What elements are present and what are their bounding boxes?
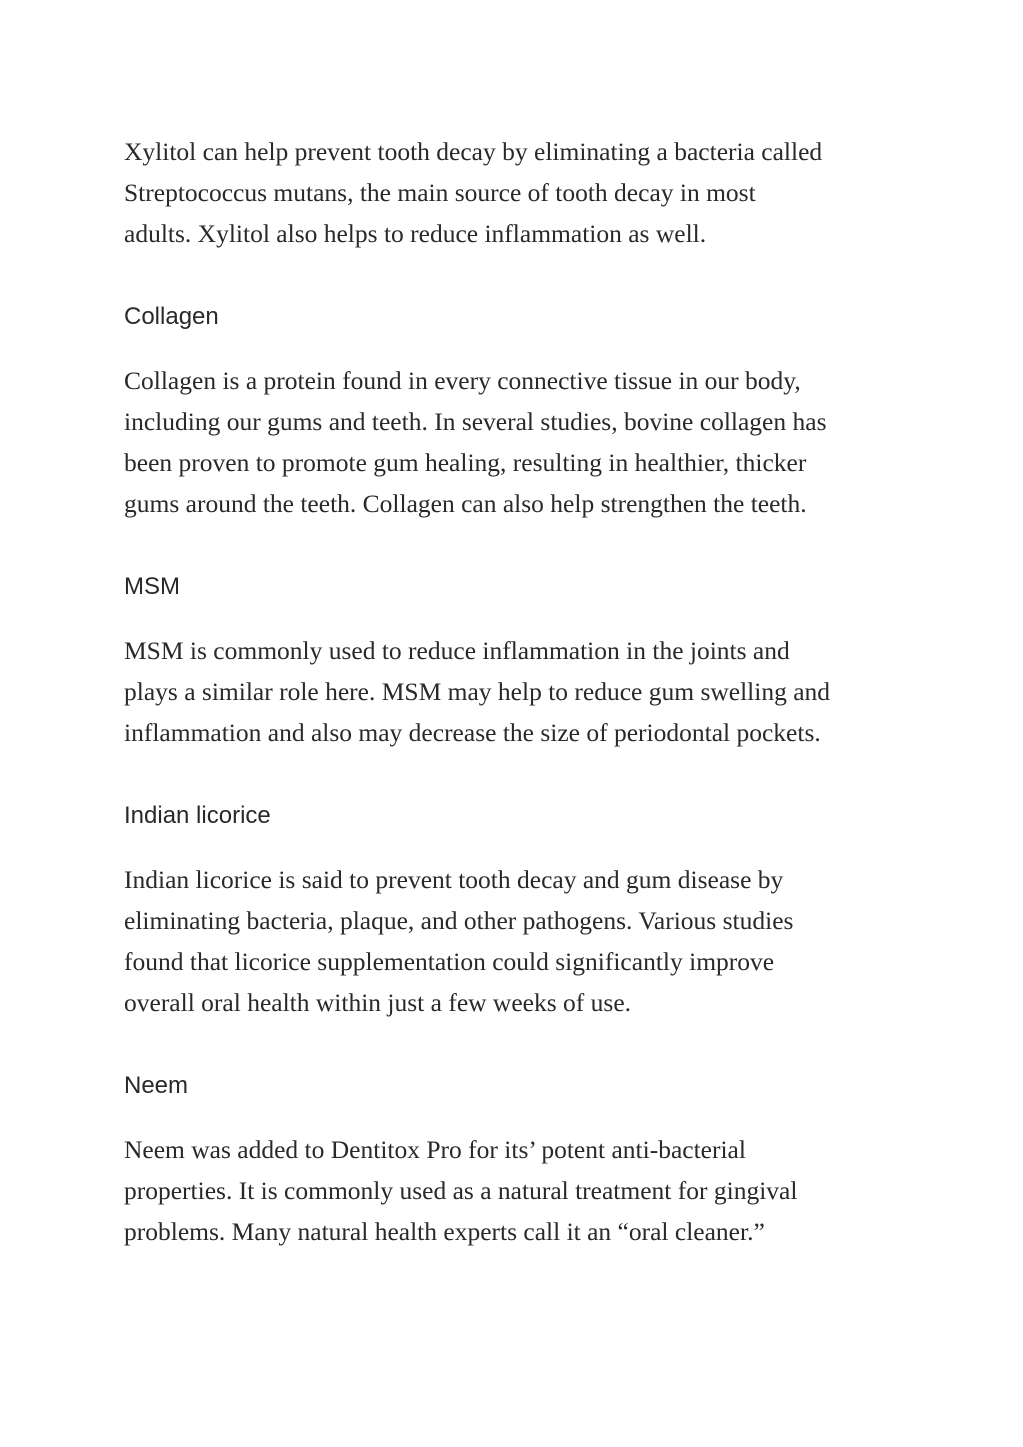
paragraph-line: properties. It is commonly used as a natural treatment for gingival	[124, 1176, 798, 1205]
spacer	[124, 332, 914, 360]
paragraph-line: gums around the teeth. Collagen can also help strengthen the teeth.	[124, 489, 807, 518]
paragraph-line: eliminating bacteria, plaque, and other pathogens. Various studies	[124, 906, 794, 935]
section-heading-neem: Neem	[124, 1072, 189, 1099]
section-paragraph-indian-licorice	[124, 859, 914, 1023]
paragraph-line: problems. Many natural health experts call it an “oral cleaner.”	[124, 1217, 765, 1246]
paragraph-line: overall oral health within just a few weeks of use.	[124, 988, 632, 1017]
section-paragraph-msm	[124, 630, 914, 753]
paragraph-line: Streptococcus mutans, the main source of tooth decay in most	[124, 178, 756, 207]
paragraph-line: adults. Xylitol also helps to reduce inflammation as well.	[124, 219, 707, 248]
section-paragraph-neem	[124, 1129, 914, 1252]
paragraph-line: MSM is commonly used to reduce inflammation in the joints and	[124, 636, 790, 665]
paragraph-line: Indian licorice is said to prevent tooth decay and gum disease by	[124, 865, 784, 894]
section-heading-collagen: Collagen	[124, 303, 219, 330]
paragraph-line: Collagen is a protein found in every connective tissue in our body,	[124, 366, 801, 395]
paragraph-line: been proven to promote gum healing, resulting in healthier, thicker	[124, 448, 807, 477]
spacer	[124, 1023, 914, 1071]
spacer	[124, 753, 914, 801]
spacer	[124, 831, 914, 859]
paragraph-line: found that licorice supplementation could significantly improve	[124, 947, 775, 976]
section-heading-indian-licorice: Indian licorice	[124, 802, 271, 829]
paragraph-line: including our gums and teeth. In several studies, bovine collagen has	[124, 407, 827, 436]
paragraph-line: Xylitol can help prevent tooth decay by eliminating a bacteria called	[124, 137, 823, 166]
spacer	[124, 254, 914, 302]
paragraph-line: plays a similar role here. MSM may help to reduce gum swelling and	[124, 677, 831, 706]
article-body	[124, 131, 914, 1252]
spacer	[124, 602, 914, 630]
paragraph-line: Neem was added to Dentitox Pro for its’ potent anti-bacterial	[124, 1135, 746, 1164]
spacer	[124, 1101, 914, 1129]
paragraph-line: inflammation and also may decrease the size of periodontal pockets.	[124, 718, 821, 747]
spacer	[124, 524, 914, 572]
section-paragraph-collagen	[124, 360, 914, 524]
intro-paragraph	[124, 131, 914, 254]
section-heading-msm: MSM	[124, 573, 180, 600]
